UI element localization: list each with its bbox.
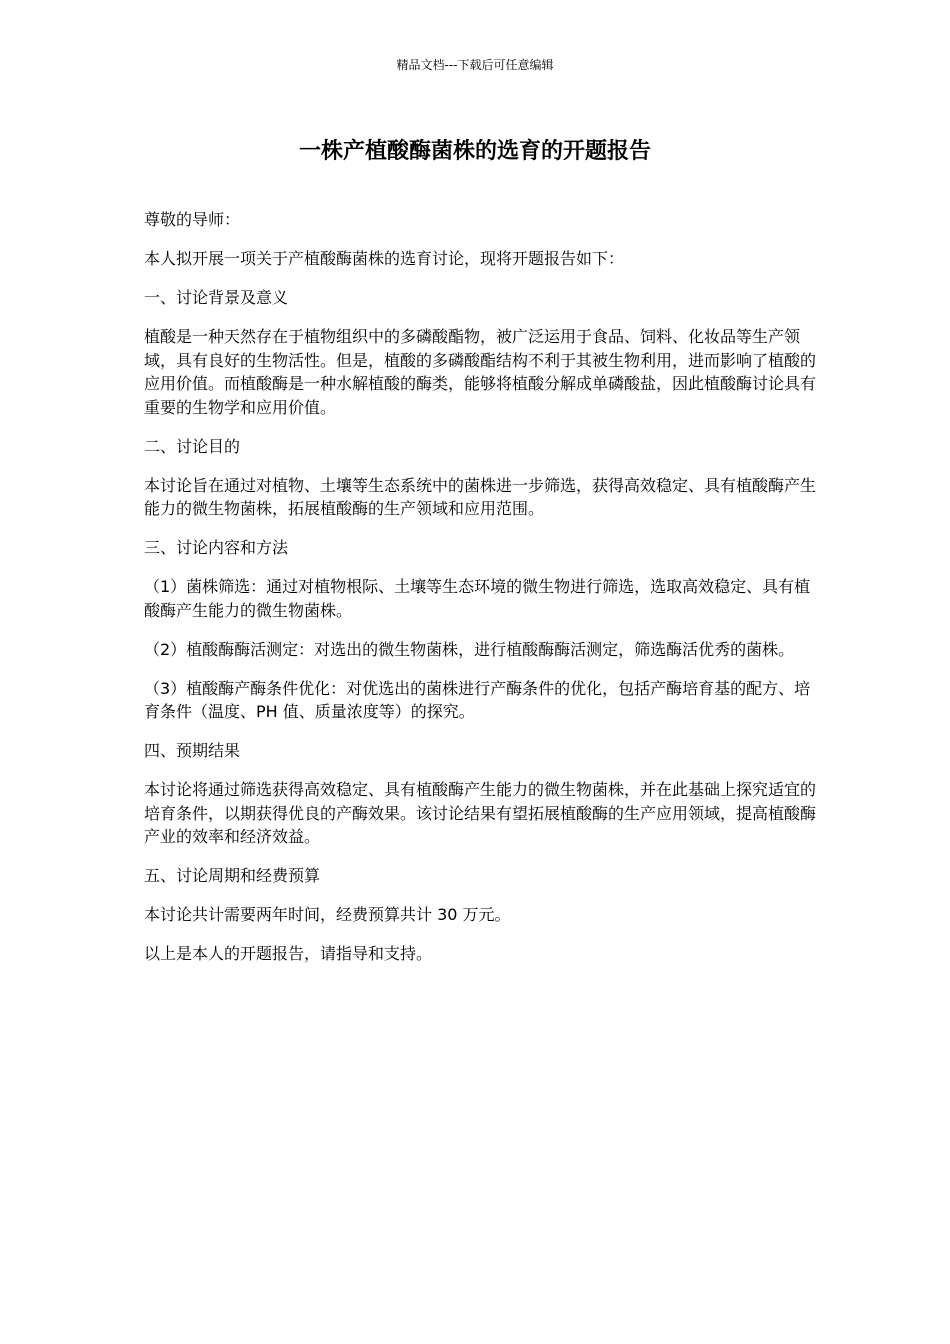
method-item-1: （1）菌株筛选：通过对植物根际、土壤等生态环境的微生物进行筛选，选取高效稳定、具有植酸酶产生能力的微生物菌株。: [144, 577, 811, 620]
salutation: 尊敬的导师：: [144, 210, 241, 229]
section-heading-purpose: 二、讨论目的: [144, 436, 241, 456]
closing-paragraph: 以上是本人的开题报告，请指导和支持。: [144, 944, 433, 963]
method-item-2: （2）植酸酶酶活测定：对选出的微生物菌株，进行植酸酶酶活测定，筛选酶活优秀的菌株。: [144, 639, 795, 659]
background-paragraph: 植酸是一种天然存在于植物组织中的多磷酸酯物，被广泛运用于食品、饲料、化妆品等生产领域，具有良好的生物活性。但是，植酸的多磷酸酯结构不利于其被生物利用，进而影响了植酸的应用价值。而植酸酶是一种水解植酸的酶类，能够将植酸分解成单磷酸盐，因此植酸酶讨论具有重要的生物学和应用价值。: [144, 327, 817, 417]
method-item-3: （3）植酸酶产酶条件优化：对优选出的菌株进行产酶条件的优化，包括产酶培育基的配方、培育条件（温度、PH 值、质量浓度等）的探究。: [144, 678, 811, 721]
results-paragraph: 本讨论将通过筛选获得高效稳定、具有植酸酶产生能力的微生物菌株，并在此基础上探究适宜的培育条件，以期获得优良的产酶效果。该讨论结果有望拓展植酸酶的生产应用领域，提高植酸酶产业的效率和经济效益。: [144, 780, 817, 846]
section-heading-methods: 三、讨论内容和方法: [144, 538, 289, 557]
document-body: [144, 208, 816, 981]
intro-paragraph: 本人拟开展一项关于产植酸酶菌株的选育讨论，现将开题报告如下：: [144, 249, 625, 268]
document-title: 一株产植酸酶菌株的选育的开题报告: [298, 139, 651, 164]
budget-paragraph: 本讨论共计需要两年时间，经费预算共计 30 万元。: [144, 905, 511, 924]
purpose-paragraph: 本讨论旨在通过对植物、土壤等生态系统中的菌株进一步筛选，获得高效稳定、具有植酸酶产生能力的微生物菌株，拓展植酸酶的生产领域和应用范围。: [144, 475, 817, 518]
section-heading-budget: 五、讨论周期和经费预算: [144, 866, 321, 885]
page-header-note: 精品文档---下载后可任意编辑: [396, 58, 554, 72]
section-heading-background: 一、讨论背景及意义: [144, 288, 289, 307]
section-heading-results: 四、预期结果: [144, 741, 241, 760]
